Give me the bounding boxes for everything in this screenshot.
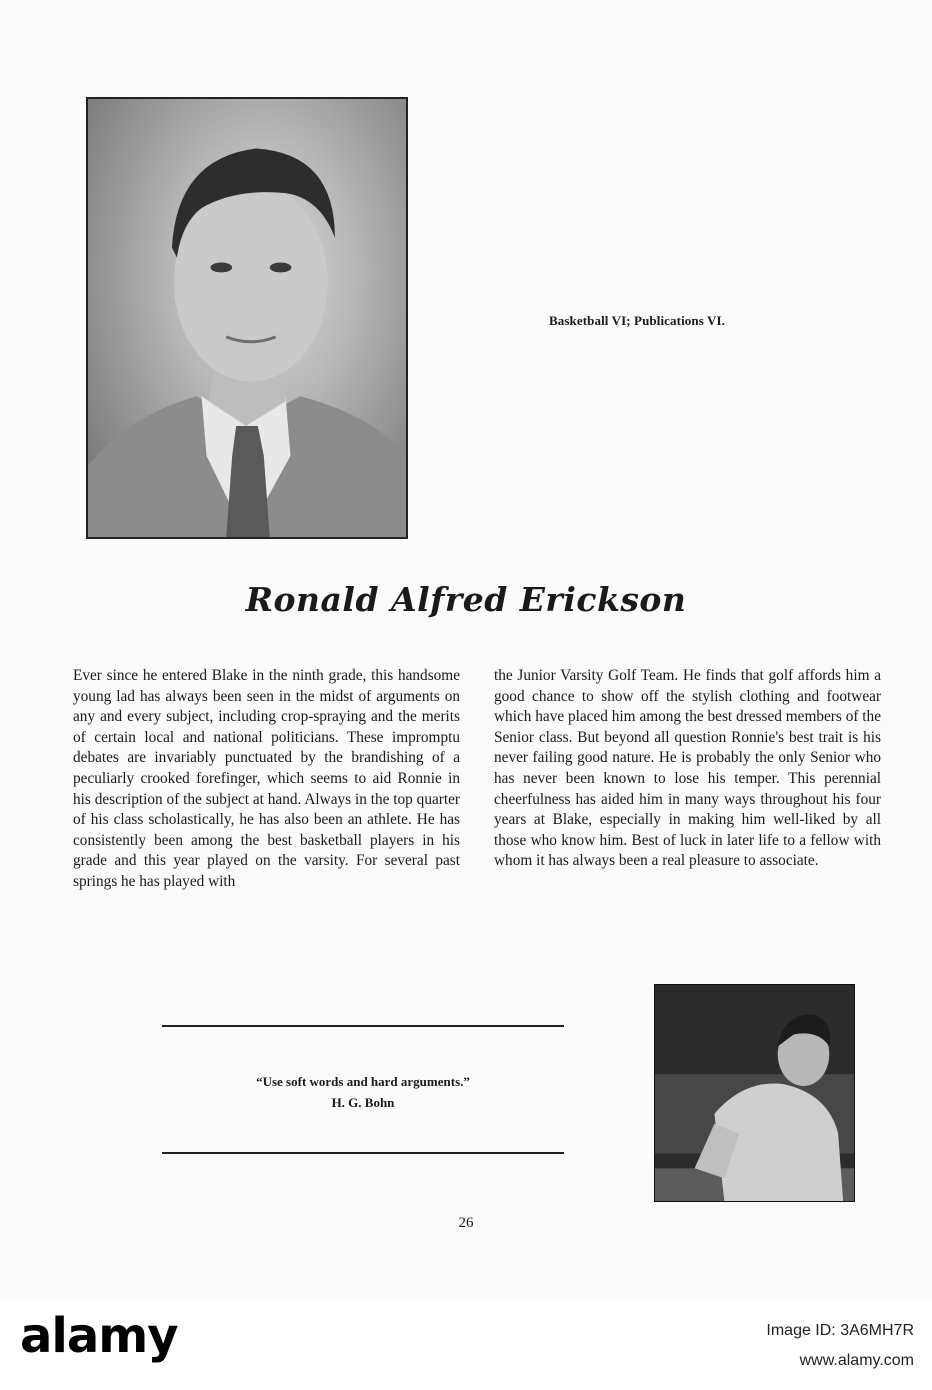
biography-right-column: the Junior Varsity Golf Team. He finds that golf affords him a good chance to show off the stylish clothing and footwear which have placed him among the best dressed members of the Senior class. But beyond all question Ronnie's best trait is his never failing good nature. He is probably the only Senior who has never been known to lose his temper. This perennial cheerfulness has aided him in many ways throughout his four years at Blake, especially in making him well-liked by all those who know him. Best of luck in later life to a fellow with whom it has always been a real pleasure to associate. [494,667,881,870]
quote-block [162,1071,564,1113]
quote-divider-bottom [162,1152,564,1154]
activities-list: Basketball VI; Publications VI. [549,313,725,328]
quote-author: H. G. Bohn [331,1095,395,1110]
biography-left-column: Ever since he entered Blake in the ninth grade, this handsome young lad has always been seen in the midst of arguments on any and every subject, including crop-spraying and the merits of certain local and national politicians. These impromptu debates are invariably punctuated by the brandishing of a peculiarly crooked forefinger, which seems to aid Ronnie in his description of the subject at hand. Always in the top quarter of his class scholastically, he has also been an athlete. He has consistently been among the best basketball players in his grade and this year played on the varsity. For several past springs he has played with [73,667,460,890]
senior-portrait-photo [86,97,408,539]
stock-image-meta [766,1316,914,1376]
stock-brand-logo: alamy [20,1308,178,1364]
stock-site-url: www.alamy.com [799,1352,914,1369]
candid-photo [654,984,855,1202]
quote-divider-top [162,1025,564,1027]
quote-text: “Use soft words and hard arguments.” [256,1074,470,1089]
stock-image-id: Image ID: 3A6MH7R [766,1322,914,1339]
page-number: 26 [458,1215,474,1231]
senior-name-heading: Ronald Alfred Erickson [245,580,687,619]
